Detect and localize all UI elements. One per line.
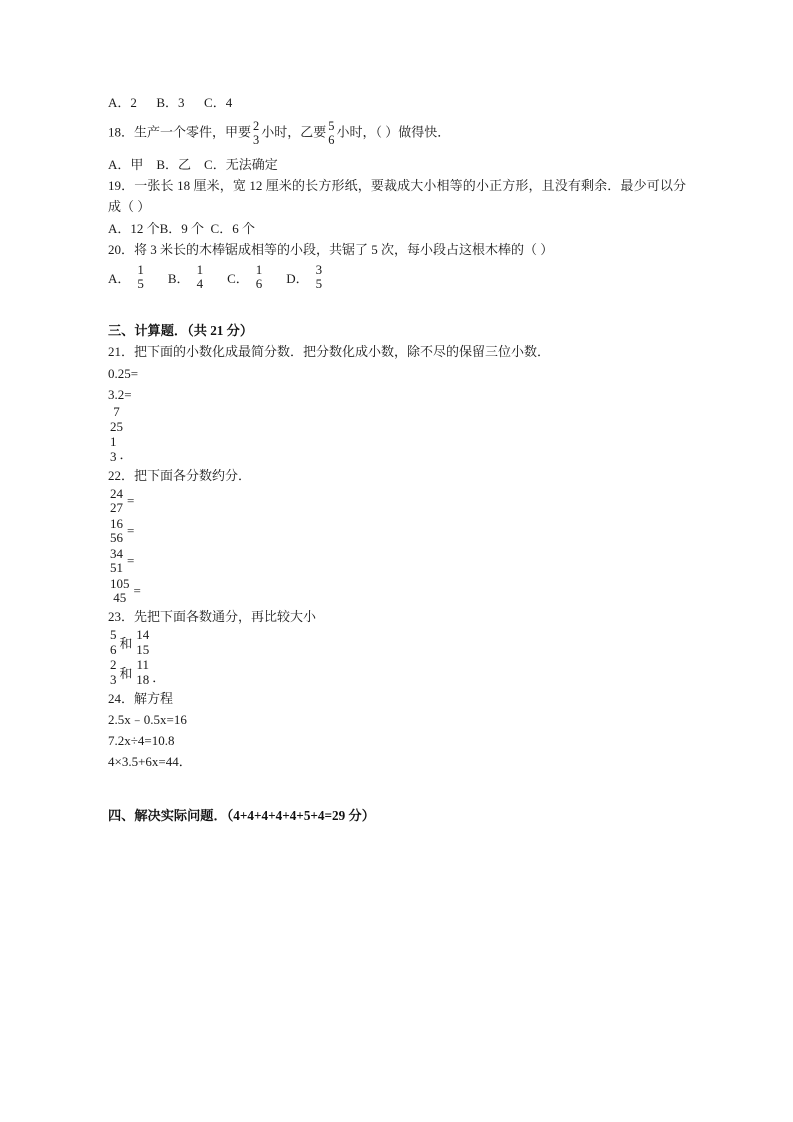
fraction-24-27 (109, 487, 124, 515)
q22-item-4 (108, 576, 686, 606)
section-4-heading: 四、解决实际问题．（4+4+4+4+4+5+4=29 分） (108, 808, 375, 824)
q21-item-3 (108, 405, 686, 435)
fraction-numerator: 11 (136, 657, 150, 673)
equals-sign: = (127, 523, 135, 539)
q24-equation-1: 2.5x﹣0.5x=16 (108, 712, 187, 728)
q18-text-b: 小时，乙要 (261, 124, 327, 140)
equals-sign: = (127, 553, 135, 569)
spacer (108, 147, 686, 154)
q22-item-2 (108, 516, 686, 546)
q18-text-c: 小时，（ ）做得快． (336, 124, 451, 140)
fraction-14-15 (135, 628, 150, 656)
q17-options: A．2 B．3 C．4 (108, 95, 233, 110)
page-content (108, 92, 686, 826)
fraction-numerator: 2 (253, 119, 260, 133)
fraction-denominator: 56 (110, 530, 123, 546)
question-21 (108, 341, 686, 363)
fraction-2-3 (252, 120, 260, 147)
q23-item-1 (108, 628, 686, 658)
fraction-denominator: 6 (255, 276, 263, 292)
fraction-5-6 (109, 628, 118, 656)
fraction-7-25 (109, 405, 124, 433)
equals-sign: = (127, 493, 135, 509)
fraction-numerator: 1 (110, 434, 117, 450)
fraction-numerator: 5 (328, 119, 335, 133)
fraction-numerator: 14 (136, 627, 150, 643)
fraction-denominator: 18 (136, 671, 150, 687)
q21-number: 21． (108, 344, 135, 360)
question-22 (108, 465, 686, 487)
section-3-heading: 三、计算题．（共 21 分） (108, 323, 254, 339)
q19-number: 19． (108, 177, 135, 193)
q20-options (108, 260, 686, 294)
fraction-denominator: 3 (110, 448, 117, 464)
q20-text: 将 3 米长的木棒锯成相等的小段，共锯了 5 次，每小段占这根木棒的（ ） (134, 241, 554, 257)
q23-number: 23． (108, 609, 135, 625)
q18-options: A．甲 B．乙 C．无法确定 (108, 156, 278, 172)
option-a-label: A． (108, 270, 131, 286)
fraction-numerator: 2 (110, 657, 117, 673)
fraction-denominator: 3 (110, 671, 117, 687)
fraction-denominator: 4 (196, 276, 204, 292)
question-18 (108, 120, 686, 147)
fraction-numerator: 5 (110, 627, 117, 643)
fraction-numerator: 34 (110, 545, 123, 561)
fraction-2-3 (109, 658, 118, 686)
q23-item-2 (108, 658, 686, 688)
option-c-label: C． (227, 270, 249, 286)
option-d-label: D． (286, 270, 309, 286)
fraction-numerator: 16 (110, 515, 123, 531)
fraction-trailing-mark: ． (119, 446, 133, 462)
fraction-11-18 (135, 658, 150, 686)
fraction-34-51 (109, 547, 124, 575)
q21-text: 把下面的小数化成最简分数．把分数化成小数，除不尽的保留三位小数． (134, 344, 551, 360)
fraction-numerator: 24 (110, 485, 123, 501)
option-a-fraction (136, 263, 145, 291)
connector-label: 和 (119, 667, 133, 682)
question-20 (108, 239, 686, 261)
q23-text: 先把下面各数通分，再比较大小 (134, 609, 317, 625)
fraction-numerator: 1 (196, 261, 204, 277)
equals-sign: = (133, 583, 141, 599)
q21-item-4 (108, 435, 686, 465)
fraction-denominator: 27 (110, 500, 123, 516)
q24-text: 解方程 (134, 690, 174, 706)
fraction-denominator: 15 (136, 641, 150, 657)
fraction-numerator: 3 (315, 261, 323, 277)
option-c-fraction (255, 263, 264, 291)
q21-item-1: 0.25= (108, 365, 139, 381)
fraction-numerator: 1 (137, 261, 144, 277)
fraction-numerator: 1 (255, 261, 263, 277)
fraction-denominator: 45 (113, 590, 127, 606)
question-19 (108, 175, 686, 218)
spacer (108, 113, 686, 120)
fraction-denominator: 6 (110, 641, 117, 657)
fraction-denominator: 51 (110, 560, 123, 576)
question-23 (108, 606, 686, 628)
q19-options: A．12 个B．9 个 C．6 个 (108, 220, 255, 236)
option-d-fraction (315, 263, 324, 291)
fraction-denominator: 6 (328, 133, 335, 148)
q22-item-1 (108, 486, 686, 516)
fraction-denominator: 3 (253, 133, 260, 148)
spacer (108, 294, 686, 320)
fraction-16-56 (109, 517, 124, 545)
q18-text-a: 生产一个零件，甲要 (134, 124, 252, 140)
q18-number: 18． (108, 124, 135, 140)
fraction-denominator: 5 (137, 276, 144, 292)
spacer (108, 798, 686, 805)
q24-equation-3: 4×3.5+6x=44． (108, 754, 192, 770)
q22-text: 把下面各分数约分． (134, 467, 252, 483)
fraction-105-45 (109, 577, 131, 605)
q20-number: 20． (108, 241, 135, 257)
option-b-label: B． (167, 270, 190, 286)
q21-item-2: 3.2= (108, 386, 132, 402)
fraction-5-6 (327, 120, 335, 147)
fraction-numerator: 7 (113, 404, 120, 420)
q19-text: 一张长 18 厘米，宽 12 厘米的长方形纸，要裁成大小相等的小正方形，且没有剩余．最少可以分成（ ） (108, 177, 686, 215)
option-b-fraction (196, 263, 205, 291)
spacer (108, 772, 686, 798)
q22-item-3 (108, 546, 686, 576)
q24-equation-2: 7.2x÷4=10.8 (108, 733, 175, 749)
connector-label: 和 (119, 637, 133, 652)
fraction-denominator: 5 (315, 276, 323, 292)
q24-number: 24． (108, 690, 135, 706)
fraction-trailing-mark: ． (152, 669, 166, 685)
fraction-1-3 (109, 435, 118, 463)
q22-number: 22． (108, 467, 135, 483)
fraction-numerator: 105 (110, 575, 130, 591)
fraction-denominator: 25 (110, 418, 123, 434)
question-24 (108, 688, 686, 710)
